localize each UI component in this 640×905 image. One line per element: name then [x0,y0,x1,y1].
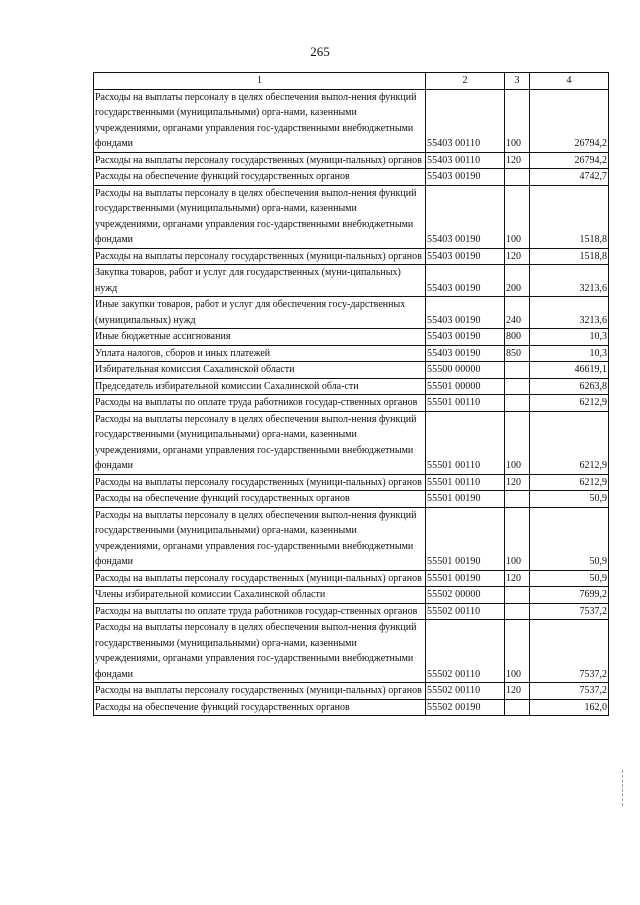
row-target-article-code: 55501 00190 [426,507,505,570]
row-amount: 4742,7 [530,169,609,186]
row-amount: 50,9 [530,491,609,508]
column-header-1: 1 [94,73,426,90]
table-row [94,411,609,474]
row-expense-type-code: 800 [505,329,530,346]
row-target-article-code: 55502 00110 [426,603,505,620]
row-expense-type-code: 120 [505,152,530,169]
row-amount: 1518,8 [530,185,609,248]
row-description: Расходы на выплаты персоналу в целях обеспечения выпол-нения функций государственными (муниципальными) орга-нами, казенными учреждениями, органами управления гос-ударственными внебюджетными фондами [94,620,426,683]
row-target-article-code: 55403 00110 [426,152,505,169]
table-row [94,570,609,587]
table-row [94,169,609,186]
row-amount: 50,9 [530,507,609,570]
row-amount: 46619,1 [530,362,609,379]
table-row [94,265,609,297]
row-expense-type-code [505,169,530,186]
row-expense-type-code: 100 [505,185,530,248]
row-expense-type-code: 850 [505,345,530,362]
row-description: Расходы на обеспечение функций государственных органов [94,169,426,186]
table-row [94,297,609,329]
table-row [94,603,609,620]
row-amount: 6212,9 [530,395,609,412]
row-amount: 3213,6 [530,297,609,329]
row-description: Избирательная комиссия Сахалинской области [94,362,426,379]
column-header-2: 2 [426,73,505,90]
row-description: Иные бюджетные ассигнования [94,329,426,346]
table-row [94,362,609,379]
row-target-article-code: 55501 00110 [426,411,505,474]
row-amount: 10,3 [530,329,609,346]
row-amount: 3213,6 [530,265,609,297]
row-target-article-code: 55403 00190 [426,329,505,346]
row-description: Расходы на обеспечение функций государственных органов [94,491,426,508]
row-target-article-code: 55501 00190 [426,570,505,587]
row-description: Расходы на выплаты персоналу государственных (муници-пальных) органов [94,152,426,169]
table-row [94,395,609,412]
row-target-article-code: 55501 00110 [426,474,505,491]
table-header-row [94,73,609,90]
row-description: Расходы на выплаты персоналу государственных (муници-пальных) органов [94,248,426,265]
row-expense-type-code [505,378,530,395]
row-expense-type-code: 120 [505,570,530,587]
row-description: Расходы на выплаты персоналу государственных (муници-пальных) органов [94,570,426,587]
row-description: Расходы на выплаты персоналу государственных (муници-пальных) органов [94,683,426,700]
row-expense-type-code: 120 [505,474,530,491]
row-expense-type-code [505,395,530,412]
row-target-article-code: 55403 00190 [426,248,505,265]
row-target-article-code: 55502 00110 [426,683,505,700]
row-expense-type-code [505,699,530,716]
row-expense-type-code [505,362,530,379]
row-target-article-code: 55403 00190 [426,297,505,329]
row-amount: 26794,2 [530,152,609,169]
row-amount: 7537,2 [530,603,609,620]
row-description: Расходы на выплаты по оплате труда работников государ-ственных органов [94,603,426,620]
table-row [94,152,609,169]
row-description: Закупка товаров, работ и услуг для государственных (муни-ципальных) нужд [94,265,426,297]
row-amount: 1518,8 [530,248,609,265]
row-description: Расходы на выплаты персоналу в целях обеспечения выпол-нения функций государственными (муниципальными) орга-нами, казенными учреждениями, органами управления гос-ударственными внебюджетными фондами [94,89,426,152]
row-expense-type-code: 100 [505,89,530,152]
row-amount: 10,3 [530,345,609,362]
table-row [94,474,609,491]
table-row [94,699,609,716]
row-expense-type-code [505,491,530,508]
row-expense-type-code: 200 [505,265,530,297]
row-amount: 26794,2 [530,89,609,152]
table-body [94,89,609,716]
row-amount: 7537,2 [530,683,609,700]
row-expense-type-code: 120 [505,248,530,265]
column-header-3: 3 [505,73,530,90]
row-amount: 50,9 [530,570,609,587]
row-expense-type-code: 100 [505,507,530,570]
row-target-article-code: 55403 00190 [426,345,505,362]
margin-mark [622,770,625,806]
row-description: Расходы на выплаты персоналу в целях обеспечения выпол-нения функций государственными (муниципальными) орга-нами, казенными учреждениями, органами управления гос-ударственными внебюджетными фондами [94,507,426,570]
row-expense-type-code: 240 [505,297,530,329]
row-expense-type-code [505,603,530,620]
row-description: Расходы на выплаты по оплате труда работников государ-ственных органов [94,395,426,412]
row-amount: 7699,2 [530,587,609,604]
row-description: Председатель избирательной комиссии Сахалинской обла-сти [94,378,426,395]
row-description: Члены избирательной комиссии Сахалинской области [94,587,426,604]
row-description: Иные закупки товаров, работ и услуг для обеспечения госу-дарственных (муниципальных) нужд [94,297,426,329]
row-amount: 7537,2 [530,620,609,683]
row-target-article-code: 55501 00110 [426,395,505,412]
table-row [94,683,609,700]
row-target-article-code: 55500 00000 [426,362,505,379]
table-row [94,587,609,604]
column-header-4: 4 [530,73,609,90]
row-description: Уплата налогов, сборов и иных платежей [94,345,426,362]
row-amount: 6212,9 [530,411,609,474]
row-amount: 6263,8 [530,378,609,395]
row-target-article-code: 55403 00190 [426,265,505,297]
row-description: Расходы на выплаты персоналу государственных (муници-пальных) органов [94,474,426,491]
table-row [94,185,609,248]
budget-table [93,72,609,716]
row-target-article-code: 55403 00190 [426,169,505,186]
row-target-article-code: 55501 00000 [426,378,505,395]
row-expense-type-code: 100 [505,620,530,683]
table-row [94,378,609,395]
row-target-article-code: 55502 00190 [426,699,505,716]
row-amount: 6212,9 [530,474,609,491]
row-target-article-code: 55502 00000 [426,587,505,604]
row-target-article-code: 55403 00190 [426,185,505,248]
row-description: Расходы на выплаты персоналу в целях обеспечения выпол-нения функций государственными (муниципальными) орга-нами, казенными учреждениями, органами управления гос-ударственными внебюджетными фондами [94,185,426,248]
row-target-article-code: 55403 00110 [426,89,505,152]
row-amount: 162,0 [530,699,609,716]
table-row [94,89,609,152]
table-row [94,248,609,265]
page-number: 265 [310,44,330,59]
table-row [94,620,609,683]
table-row [94,345,609,362]
table-row [94,329,609,346]
row-expense-type-code: 100 [505,411,530,474]
table-row [94,491,609,508]
row-description: Расходы на выплаты персоналу в целях обеспечения выпол-нения функций государственными (муниципальными) орга-нами, казенными учреждениями, органами управления гос-ударственными внебюджетными фондами [94,411,426,474]
table-row [94,507,609,570]
row-expense-type-code: 120 [505,683,530,700]
row-target-article-code: 55501 00190 [426,491,505,508]
row-target-article-code: 55502 00110 [426,620,505,683]
row-description: Расходы на обеспечение функций государственных органов [94,699,426,716]
row-expense-type-code [505,587,530,604]
